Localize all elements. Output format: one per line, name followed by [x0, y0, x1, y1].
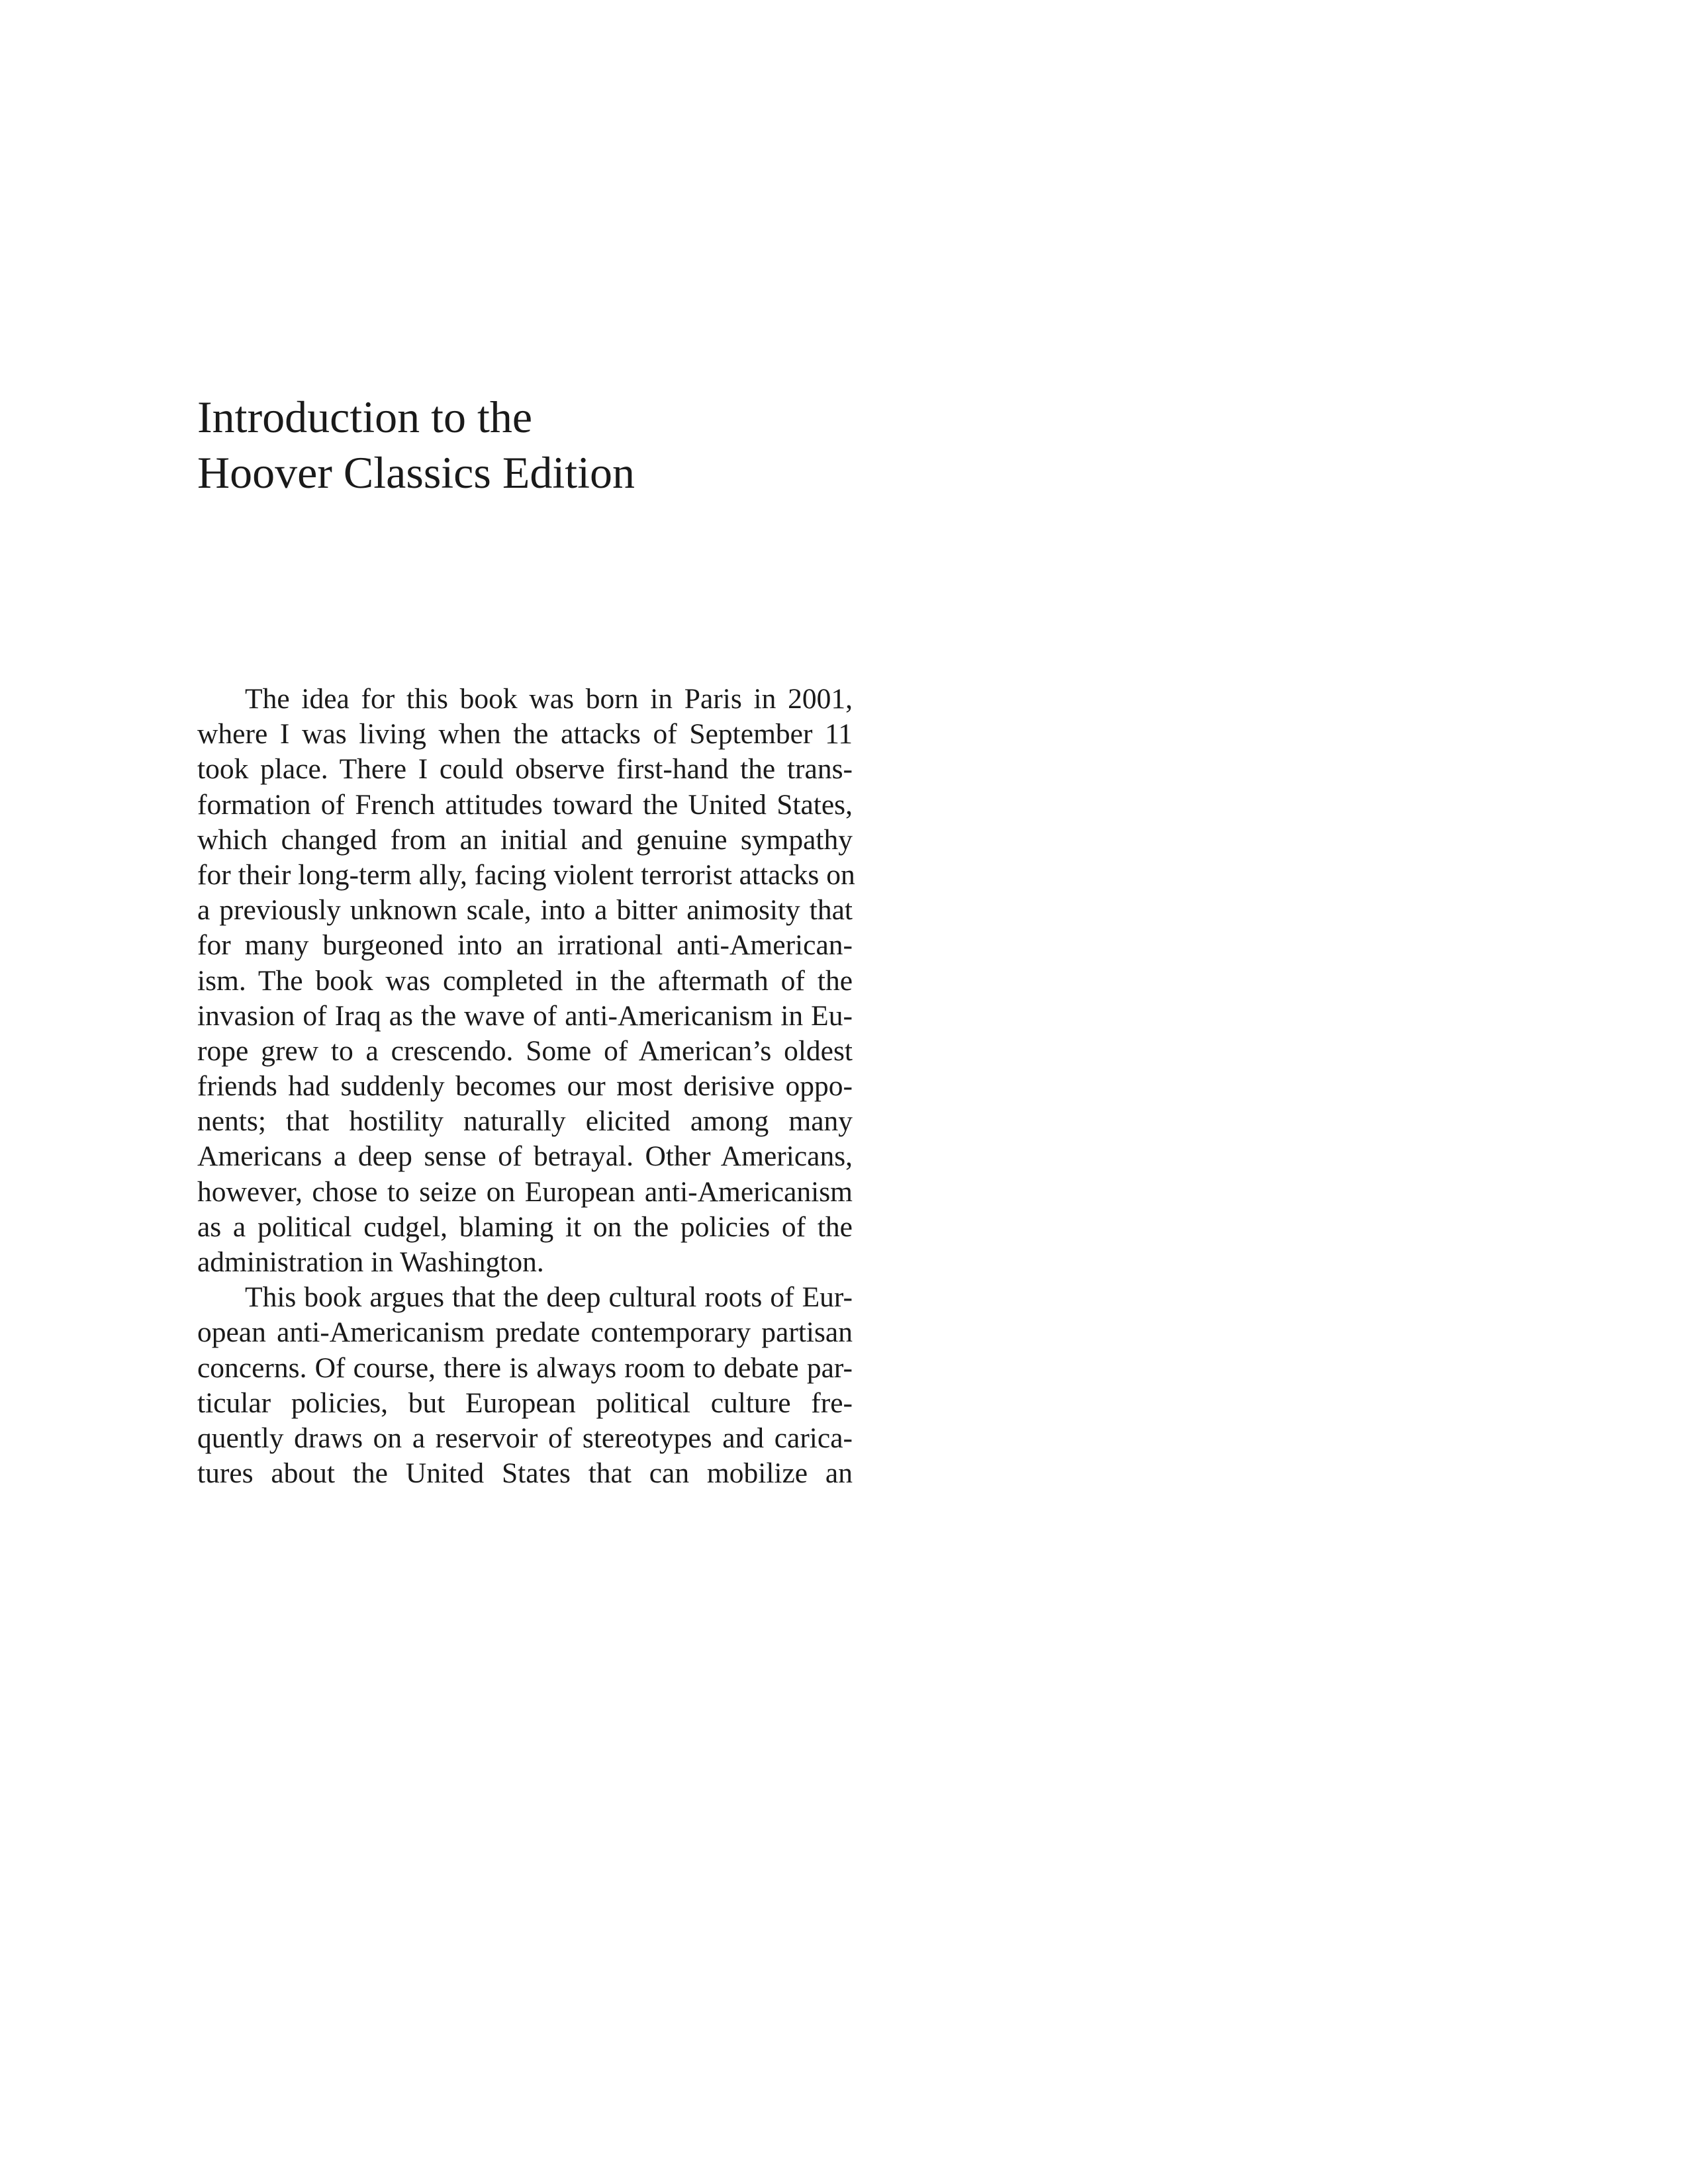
text-line: formation of French attitudes toward the United States, — [197, 788, 853, 821]
text-line: took place. There I could observe first-hand the trans- — [197, 753, 853, 786]
paragraph-2 — [197, 1280, 853, 1491]
paragraph-1 — [197, 682, 853, 1280]
chapter-title-line: Hoover Classics Edition — [197, 447, 635, 498]
body-text — [197, 682, 853, 1491]
text-line: however, chose to seize on European anti-Americanism — [197, 1175, 853, 1208]
text-line: as a political cudgel, blaming it on the policies of the — [197, 1210, 853, 1243]
text-line: administration in Washington. — [197, 1246, 544, 1278]
text-line: quently draws on a reservoir of stereotypes and carica- — [197, 1422, 853, 1454]
chapter-title — [197, 389, 635, 500]
text-line: Americans a deep sense of betrayal. Other Americans, — [197, 1140, 853, 1173]
text-line: The idea for this book was born in Paris in 2001, — [245, 683, 853, 715]
text-line: This book argues that the deep cultural roots of Eur- — [245, 1281, 853, 1314]
text-line: for their long-term ally, facing violent terrorist attacks on — [197, 858, 855, 891]
text-line: which changed from an initial and genuine sympathy — [197, 823, 853, 856]
text-line: a previously unknown scale, into a bitter animosity that — [197, 894, 853, 927]
chapter-title-line: Introduction to the — [197, 392, 533, 442]
text-line: nents; that hostility naturally elicited among many — [197, 1105, 853, 1138]
text-line: ism. The book was completed in the aftermath of the — [197, 964, 853, 997]
text-line: invasion of Iraq as the wave of anti-Americanism in Eu- — [197, 999, 853, 1032]
text-line: rope grew to a crescendo. Some of American’s oldest — [197, 1034, 853, 1067]
text-line: where I was living when the attacks of September 11 — [197, 718, 853, 751]
text-line: ticular policies, but European political culture fre- — [197, 1387, 853, 1419]
text-line: friends had suddenly becomes our most derisive oppo- — [197, 1070, 853, 1103]
text-line: tures about the United States that can mobilize an — [197, 1457, 853, 1490]
text-line: opean anti-Americanism predate contemporary partisan — [197, 1316, 853, 1349]
text-line: concerns. Of course, there is always room to debate par- — [197, 1351, 853, 1384]
text-line: for many burgeoned into an irrational anti-American- — [197, 929, 853, 962]
